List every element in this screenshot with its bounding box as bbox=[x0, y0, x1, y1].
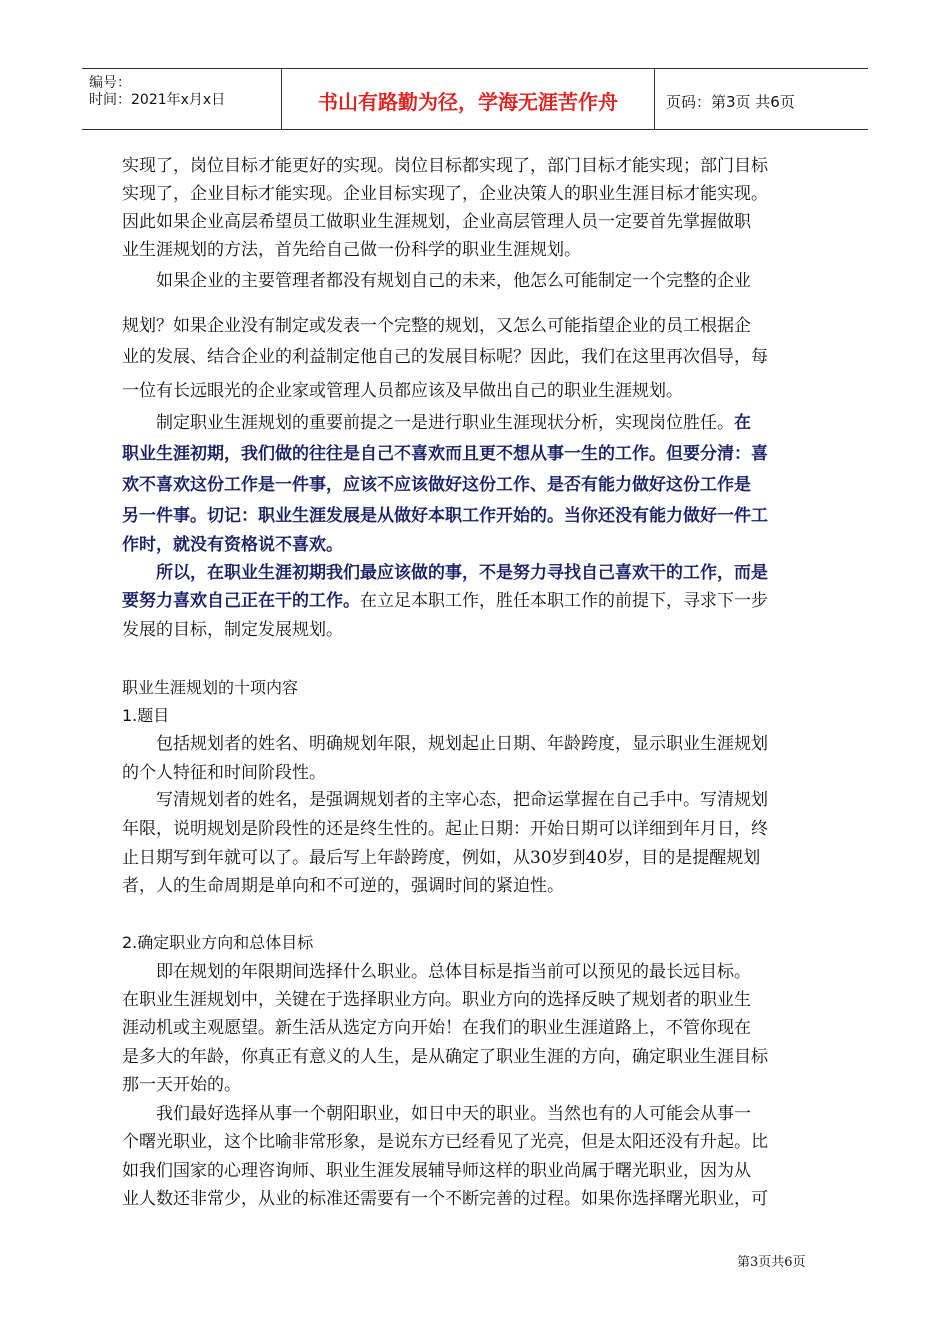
paragraph-line: 止日期写到年就可以了。最后写上年龄跨度，例如，从30岁到40岁，目的是提醒规划 bbox=[122, 848, 761, 868]
paragraph-line: 如我们国家的心理咨询师、职业生涯发展辅导师这样的职业尚属于曙光职业，因为从 bbox=[122, 1161, 751, 1181]
paragraph-line: 我们最好选择从事一个朝阳职业，如日中天的职业。当然也有的人可能会从事一 bbox=[156, 1104, 751, 1124]
paragraph-line: 业人数还非常少，从业的标准还需要有一个不断完善的过程。如果你选择曙光职业，可 bbox=[122, 1189, 768, 1209]
paragraph-line: 写清规划者的姓名，是强调规划者的主宰心态，把命运掌握在自己手中。写清规划 bbox=[156, 790, 768, 810]
emphasized-line: 作时，就没有资格说不喜欢。 bbox=[122, 535, 343, 555]
page-header bbox=[82, 68, 868, 130]
paragraph-line: 在职业生涯规划中，关键在于选择职业方向。职业方向的选择反映了规划者的职业生 bbox=[122, 990, 751, 1010]
paragraph-line: 实现了，企业目标才能实现。企业目标实现了，企业决策人的职业生涯目标才能实现。 bbox=[122, 184, 768, 204]
document-time-label: 时间：2021年x月x日 bbox=[89, 92, 226, 108]
paragraph-line: 即在规划的年限期间选择什么职业。总体目标是指当前可以预见的最长远目标。 bbox=[156, 962, 751, 982]
paragraph-line: 因此如果企业高层希望员工做职业生涯规划，企业高层管理人员一定要首先掌握做职 bbox=[122, 212, 751, 232]
emphasized-line: 职业生涯初期，我们做的往往是自己不喜欢而且更不想从事一生的工作。但要分清：喜 bbox=[122, 444, 768, 464]
emphasized-text: 要努力喜欢自己正在干的工作。 bbox=[122, 591, 360, 611]
paragraph-line: 一位有长远眼光的企业家或管理人员都应该及早做出自己的职业生涯规划。 bbox=[122, 381, 683, 401]
paragraph-line: 个曙光职业，这个比喻非常形象，是说东方已经看见了光亮，但是太阳还没有升起。比 bbox=[122, 1132, 768, 1152]
paragraph-line: 者，人的生命周期是单向和不可逆的，强调时间的紧迫性。 bbox=[122, 876, 564, 896]
emphasized-line: 欢不喜欢这份工作是一件事，应该不应该做好这份工作、是否有能力做好这份工作是 bbox=[122, 475, 751, 495]
regular-text: 制定职业生涯规划的重要前提之一是进行职业生涯现状分析，实现岗位胜任。 bbox=[156, 413, 734, 433]
section-heading: 职业生涯规划的十项内容 bbox=[122, 678, 299, 697]
paragraph-line: 是多大的年龄，你真正有意义的人生，是从确定了职业生涯的方向，确定职业生涯目标 bbox=[122, 1047, 768, 1067]
paragraph-line: 规划？如果企业没有制定或发表一个完整的规划，又怎么可能指望企业的员工根据企 bbox=[122, 316, 751, 336]
paragraph-line: 那一天开始的。 bbox=[122, 1075, 241, 1095]
paragraph-line bbox=[156, 413, 751, 433]
header-motto: 书山有路勤为径，学海无涯苦作舟 bbox=[318, 90, 618, 114]
paragraph-line: 包括规划者的姓名、明确规划年限，规划起止日期、年龄跨度，显示职业生涯规划 bbox=[156, 734, 768, 754]
paragraph-line: 实现了，岗位目标才能更好的实现。岗位目标都实现了，部门目标才能实现；部门目标 bbox=[122, 156, 768, 176]
subsection-heading: 2.确定职业方向和总体目标 bbox=[122, 933, 314, 952]
paragraph-line: 如果企业的主要管理者都没有规划自己的未来，他怎么可能制定一个完整的企业 bbox=[156, 271, 751, 291]
page-footer-number: 第3页共6页 bbox=[737, 1255, 806, 1270]
header-divider bbox=[654, 69, 655, 129]
regular-text: 在立足本职工作，胜任本职工作的前提下，寻求下一步 bbox=[360, 591, 768, 611]
paragraph-line: 业的发展、结合企业的利益制定他自己的发展目标呢？因此，我们在这里再次倡导，每 bbox=[122, 347, 768, 367]
paragraph-line: 涯动机或主观愿望。新生活从选定方向开始！在我们的职业生涯道路上，不管你现在 bbox=[122, 1018, 751, 1038]
paragraph-line: 的个人特征和时间阶段性。 bbox=[122, 763, 326, 783]
document-code-label: 编号： bbox=[89, 75, 131, 91]
paragraph-line: 发展的目标，制定发展规划。 bbox=[122, 620, 343, 640]
paragraph-line: 年限，说明规划是阶段性的还是终生性的。起止日期：开始日期可以详细到年月日，终 bbox=[122, 819, 768, 839]
paragraph-line bbox=[122, 591, 768, 611]
emphasized-line: 所以，在职业生涯初期我们最应该做的事，不是努力寻找自己喜欢干的工作，而是 bbox=[156, 563, 768, 583]
emphasized-line: 另一件事。切记：职业生涯发展是从做好本职工作开始的。当你还没有能力做好一件工 bbox=[122, 506, 768, 526]
paragraph-line: 业生涯规划的方法，首先给自己做一份科学的职业生涯规划。 bbox=[122, 240, 581, 260]
subsection-heading: 1.题目 bbox=[122, 706, 170, 725]
emphasized-text: 在 bbox=[734, 413, 751, 433]
header-page-info: 页码：第3页 共6页 bbox=[666, 93, 795, 111]
